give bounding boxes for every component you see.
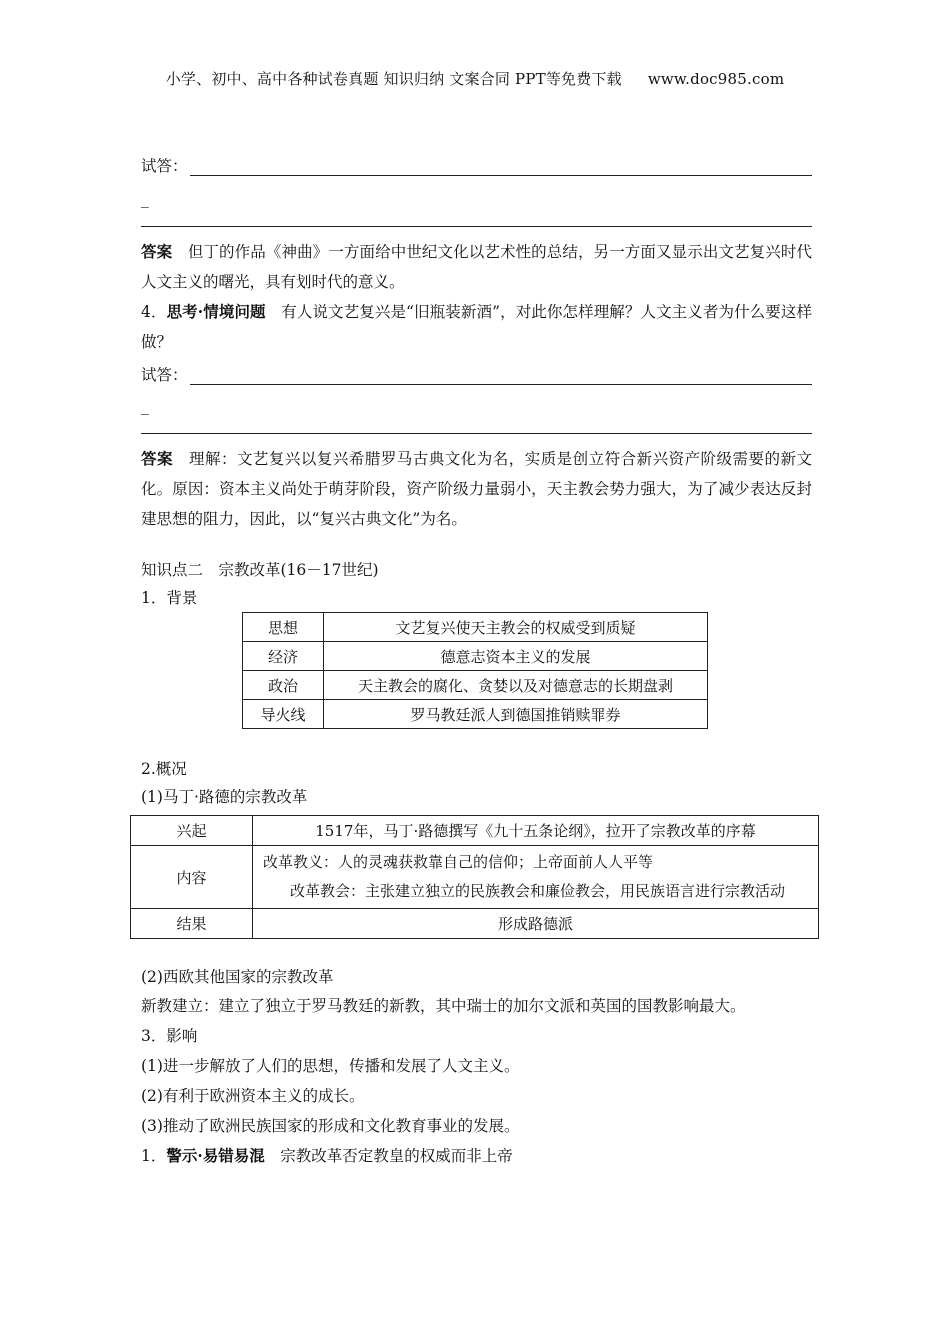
q3-dash: _	[141, 190, 149, 208]
luther-content-key: 内容	[131, 846, 253, 909]
luther-content-line2: 改革教会：主张建立独立的民族教会和廉俭教会，用民族语言进行宗教活动	[289, 882, 785, 900]
bg-value: 文艺复兴使天主教会的权威受到质疑	[324, 613, 708, 642]
bg-heading: 1．背景	[141, 589, 198, 607]
q3-answer-text: 但丁的作品《神曲》一方面给中世纪文化以艺术性的总结，另一方面又显示出文艺复兴时代人文主义的曙光，具有划时代的意义。	[141, 243, 812, 291]
q4-number: 4．	[141, 303, 167, 321]
background-table	[242, 612, 708, 729]
document-body	[141, 148, 812, 1171]
q4-tag: 思考·情境问题	[166, 302, 266, 321]
impact-heading: 3．影响	[141, 1027, 198, 1045]
bg-value: 德意志资本主义的发展	[324, 642, 708, 671]
bg-key: 导火线	[243, 700, 324, 729]
luther-content-value	[253, 846, 819, 909]
bg-key: 政治	[243, 671, 324, 700]
section2-title: 知识点二 宗教改革(16－17世纪)	[141, 561, 379, 579]
luther-table	[130, 815, 819, 939]
others-heading: (2)西欧其他国家的宗教改革	[141, 968, 334, 986]
warning-tag: 警示·易错易混	[166, 1146, 265, 1165]
others-text: 新教建立：建立了独立于罗马教廷的新教，其中瑞士的加尔文派和英国的国教影响最大。	[141, 997, 746, 1015]
overview-heading: 2.概况	[141, 760, 187, 778]
warning-number: 1．	[141, 1147, 167, 1165]
q3-answer-blank[interactable]	[190, 155, 812, 176]
q4-dash: _	[141, 397, 149, 415]
table-row	[131, 816, 819, 846]
bg-key: 思想	[243, 613, 324, 642]
impact-item: (3)推动了欧洲民族国家的形成和文化教育事业的发展。	[141, 1117, 520, 1135]
luther-result-value: 形成路德派	[253, 909, 819, 939]
q4-answer-blank[interactable]	[190, 364, 812, 385]
bg-value: 罗马教廷派人到德国推销赎罪券	[324, 700, 708, 729]
luther-rise-value: 1517年，马丁·路德撰写《九十五条论纲》，拉开了宗教改革的序幕	[253, 816, 819, 846]
q3-answer-label: 答案	[141, 242, 173, 261]
q3-answer	[141, 237, 812, 297]
table-row	[243, 671, 708, 700]
q4-answer-text: 理解：文艺复兴以复兴希腊罗马古典文化为名，实质是创立符合新兴资产阶级需要的新文化。原因：资本主义尚处于萌芽阶段，资产阶级力量弱小，天主教会势力强大，为了减少表达反封建思想的阻力，因此，以“复兴古典文化”为名。	[141, 450, 812, 528]
table-row	[131, 909, 819, 939]
q4-answer-blank-2[interactable]	[141, 419, 812, 434]
table-row	[243, 613, 708, 642]
bg-key: 经济	[243, 642, 324, 671]
q4-question-text: 有人说文艺复兴是“旧瓶装新酒”，对此你怎样理解？人文主义者为什么要这样做？	[141, 303, 812, 351]
luther-rise-key: 兴起	[131, 816, 253, 846]
luther-heading: (1)马丁·路德的宗教改革	[141, 788, 308, 806]
q3-answer-blank-2[interactable]	[141, 212, 812, 227]
bg-value: 天主教会的腐化、贪婪以及对德意志的长期盘剥	[324, 671, 708, 700]
q4-answer-label: 答案	[141, 449, 173, 468]
warning-text: 宗教改革否定教皇的权威而非上帝	[280, 1147, 513, 1165]
q4-answer	[141, 444, 812, 534]
impact-item: (1)进一步解放了人们的思想，传播和发展了人文主义。	[141, 1057, 520, 1075]
q3-try-label: 试答：	[141, 157, 188, 175]
q4-question	[141, 297, 812, 357]
table-row	[131, 846, 819, 909]
header-text: 小学、初中、高中各种试卷真题 知识归纳 文案合同 PPT等免费下载	[165, 70, 622, 88]
luther-content-line1: 改革教义：人的灵魂获救靠自己的信仰；上帝面前人人平等	[263, 853, 654, 871]
header-url[interactable]: www.doc985.com	[647, 70, 785, 88]
impact-item: (2)有利于欧洲资本主义的成长。	[141, 1087, 365, 1105]
table-row	[243, 642, 708, 671]
q4-try-line	[141, 357, 812, 385]
page-header	[0, 68, 950, 89]
luther-result-key: 结果	[131, 909, 253, 939]
q4-try-label: 试答：	[141, 366, 188, 384]
q3-try-line	[141, 148, 812, 176]
warning-line	[141, 1141, 812, 1171]
table-row	[243, 700, 708, 729]
